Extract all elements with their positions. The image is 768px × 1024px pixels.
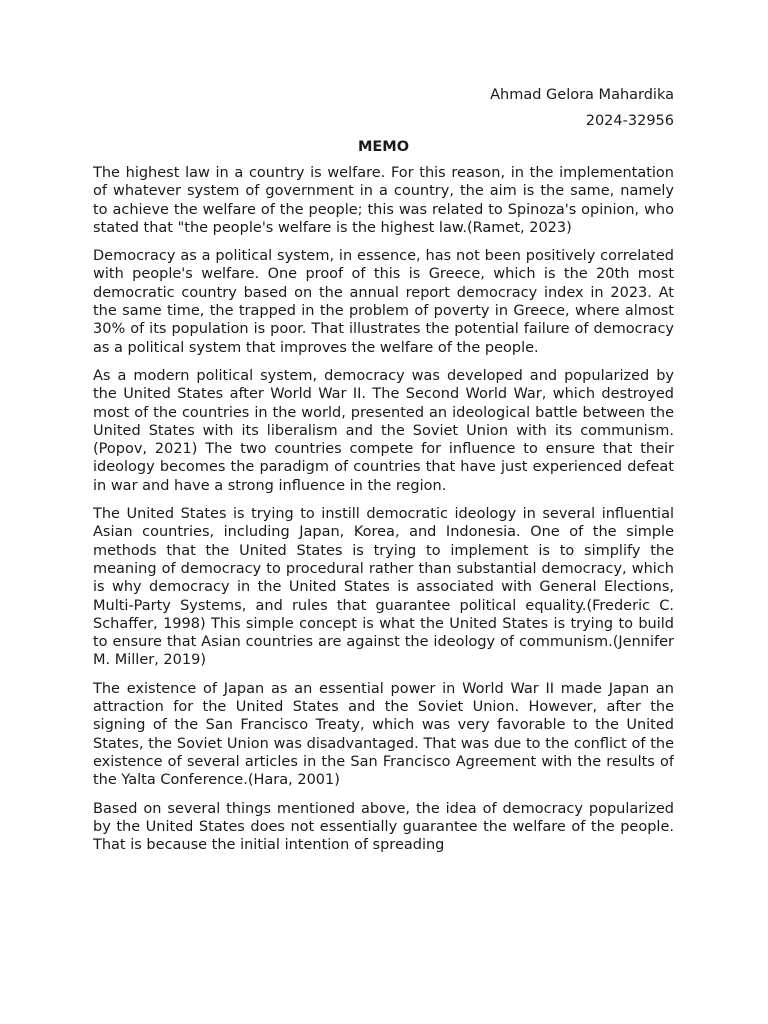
paragraph-2: Democracy as a political system, in essence, has not been positively correlated with people's welfare. One proof of this is Greece, which is the 20th most democratic country based on the annual report democracy index in 2023. At the same time, the trapped in the problem of poverty in Greece, where almost 30% of its population is poor. That illustrates the potential failure of democracy as a political system that improves the welfare of the people.	[93, 248, 674, 356]
paragraph-6: Based on several things mentioned above, the idea of democracy popularized by the United States does not essentially guarantee the welfare of the people. That is because the initial intention of spreading	[93, 800, 674, 854]
document-page	[93, 86, 674, 1016]
paragraph-1: The highest law in a country is welfare. For this reason, in the implementation of whatever system of government in a country, the aim is the same, namely to achieve the welfare of the people; this was related to Spinoza's opinion, who stated that "the people's welfare is the highest law.(Ramet, 2023)	[93, 165, 674, 236]
author-name: Ahmad Gelora Mahardika	[490, 87, 674, 103]
paragraph-5: The existence of Japan as an essential power in World War II made Japan an attraction for the United States and the Soviet Union. However, after the signing of the San Francisco Treaty, which was very favorable to the United States, the Soviet Union was disadvantaged. That was due to the conflict of the existence of several articles in the San Francisco Agreement with the results of the Yalta Conference.(Hara, 2001)	[93, 680, 674, 789]
paragraph-3: As a modern political system, democracy was developed and popularized by the United States after World War II. The Second World War, which destroyed most of the countries in the world, presented an ideological battle between the United States with its liberalism and the Soviet Union with its communism.(Popov, 2021) The two countries compete for influence to ensure that their ideology becomes the paradigm of countries that have just experienced defeat in war and have a strong influence in the region.	[93, 367, 674, 494]
memo-title: MEMO	[357, 139, 410, 155]
student-id: 2024-32956	[585, 113, 674, 129]
paragraph-4: The United States is trying to instill democratic ideology in several influential Asian countries, including Japan, Korea, and Indonesia. One of the simple methods that the United States is trying to implement is to simplify the meaning of democracy to procedural rather than substantial democracy, which is why democracy in the United States is associated with General Elections, Multi-Party Systems, and rules that guarantee political equality.(Frederic C. Schaffer, 1998) This simple concept is what the United States is trying to build to ensure that Asian countries are against the ideology of communism.(Jennifer M. Miller, 2019)	[93, 506, 674, 669]
